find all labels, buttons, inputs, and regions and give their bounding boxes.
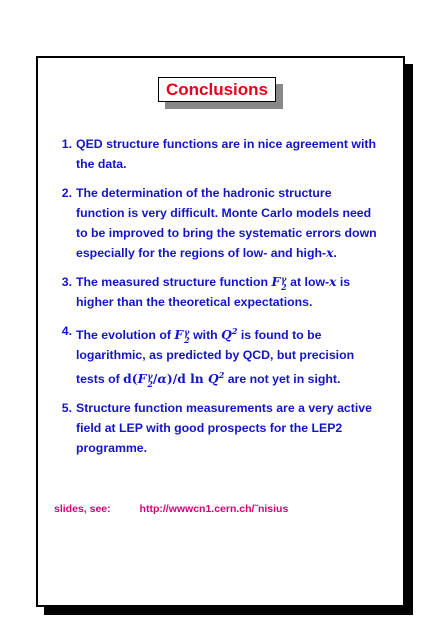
item-line-text: is found to be bbox=[240, 328, 322, 343]
math-f2-gamma: F γ 2 bbox=[174, 326, 190, 345]
item-line-text: with bbox=[193, 328, 218, 343]
math-x: x bbox=[326, 245, 334, 260]
list-item-3 bbox=[52, 272, 392, 312]
item-line: QED structure functions are in nice agreement with bbox=[76, 137, 376, 151]
item-text bbox=[76, 134, 392, 174]
item-line bbox=[76, 321, 392, 345]
footer-label: slides, see: bbox=[54, 503, 111, 515]
item-number: 1. bbox=[61, 137, 72, 151]
title-box bbox=[158, 77, 276, 102]
item-number: 3. bbox=[61, 275, 72, 289]
footer bbox=[54, 503, 288, 515]
item-line-text: The measured structure function bbox=[76, 275, 269, 289]
item-text bbox=[76, 183, 392, 263]
item-line-text: tests of bbox=[76, 372, 120, 387]
list-item-2 bbox=[52, 183, 392, 263]
item-line: function is very difficult. Monte Carlo models need bbox=[76, 206, 372, 220]
item-line-text: is bbox=[339, 275, 351, 289]
list-item-5 bbox=[52, 398, 392, 458]
item-number: 5. bbox=[61, 401, 72, 416]
list-item-1 bbox=[52, 134, 392, 174]
item-line bbox=[76, 243, 392, 263]
item-line bbox=[76, 365, 392, 389]
item-line-text: at low- bbox=[290, 275, 330, 289]
footer-url: http://wwwcn1.cern.ch/˜nisius bbox=[139, 503, 289, 515]
math-x: x bbox=[329, 274, 337, 289]
item-number: 4. bbox=[61, 324, 72, 338]
conclusions-list bbox=[52, 134, 392, 467]
item-text bbox=[76, 272, 392, 312]
item-line-text: especially for the regions of low- and high- bbox=[76, 246, 327, 260]
math-derivative: d(F γ 2 /α)/d $\ln Q^2$ bbox=[123, 370, 225, 389]
item-line: programme. bbox=[76, 441, 148, 456]
item-line: Structure function measurements are a very active bbox=[76, 401, 372, 416]
list-item-4 bbox=[52, 321, 392, 389]
item-number: 2. bbox=[61, 186, 72, 200]
item-line: to be improved to bring the systematic errors down bbox=[76, 226, 377, 240]
item-line-text: The evolution of bbox=[76, 328, 171, 343]
item-text bbox=[76, 321, 392, 389]
item-line: higher than the theoretical expectations. bbox=[76, 295, 313, 309]
item-line bbox=[76, 272, 392, 292]
item-line-end: . bbox=[333, 246, 337, 260]
item-line-text: are not yet in sight. bbox=[227, 372, 341, 387]
item-line: The determination of the hadronic structure bbox=[76, 186, 332, 200]
item-text bbox=[76, 398, 392, 458]
page-title: Conclusions bbox=[165, 80, 268, 99]
item-line: field at LEP with good prospects for the LEP2 bbox=[76, 421, 343, 436]
math-f2-gamma: F γ 2 bbox=[271, 273, 287, 292]
item-line: logarithmic, as predicted by QCD, but precision bbox=[76, 348, 355, 363]
math-q2: $Q^2$ bbox=[221, 326, 238, 343]
item-line: the data. bbox=[76, 157, 127, 171]
